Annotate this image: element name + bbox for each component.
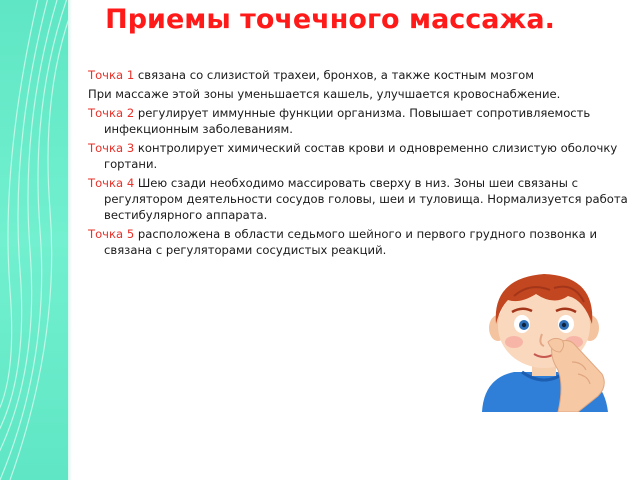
point-description: контролирует химический состав крови и одновременно слизистую оболочку гортани. <box>104 141 618 171</box>
point-label: Точка 4 <box>88 176 138 190</box>
point-description: расположена в области седьмого шейного и первого грудного позвонка и связана с регуляторами сосудистых реакций. <box>104 227 597 257</box>
point-1-note-paragraph <box>88 86 628 102</box>
right-eye-pupil <box>562 323 566 327</box>
point-label: Точка 1 <box>88 68 138 82</box>
point-label: Точка 2 <box>88 106 138 120</box>
point-3-paragraph <box>88 140 628 172</box>
point-label: Точка 5 <box>88 227 138 241</box>
massage-points-list <box>88 67 628 261</box>
decorative-side-band <box>0 0 70 480</box>
point-description: регулирует иммунные функции организма. Повышает сопротивляемость инфекционным заболеваниям. <box>104 106 591 136</box>
point-description: Шею сзади необходимо массировать сверху в низ. Зоны шеи связаны с регулятором деятельности сосудов головы, шеи и туловища. Нормализуется работа вестибулярного аппарата. <box>104 176 628 222</box>
boy-touching-nose-illustration <box>474 266 614 412</box>
slide-title: Приемы точечного массажа. <box>105 4 555 35</box>
point-description: связана со слизистой трахеи, бронхов, а также костным мозгом <box>137 68 535 82</box>
point-note: При массаже этой зоны уменьшается кашель, улучшается кровоснабжение. <box>88 87 561 101</box>
left-eye-pupil <box>522 323 526 327</box>
side-band-pattern <box>0 0 70 480</box>
point-4-paragraph <box>88 175 628 223</box>
side-band-edge <box>68 0 72 480</box>
point-1-paragraph <box>88 67 628 83</box>
point-5-paragraph <box>88 226 628 258</box>
left-cheek <box>505 336 523 348</box>
point-label: Точка 3 <box>88 141 138 155</box>
point-2-paragraph <box>88 105 628 137</box>
